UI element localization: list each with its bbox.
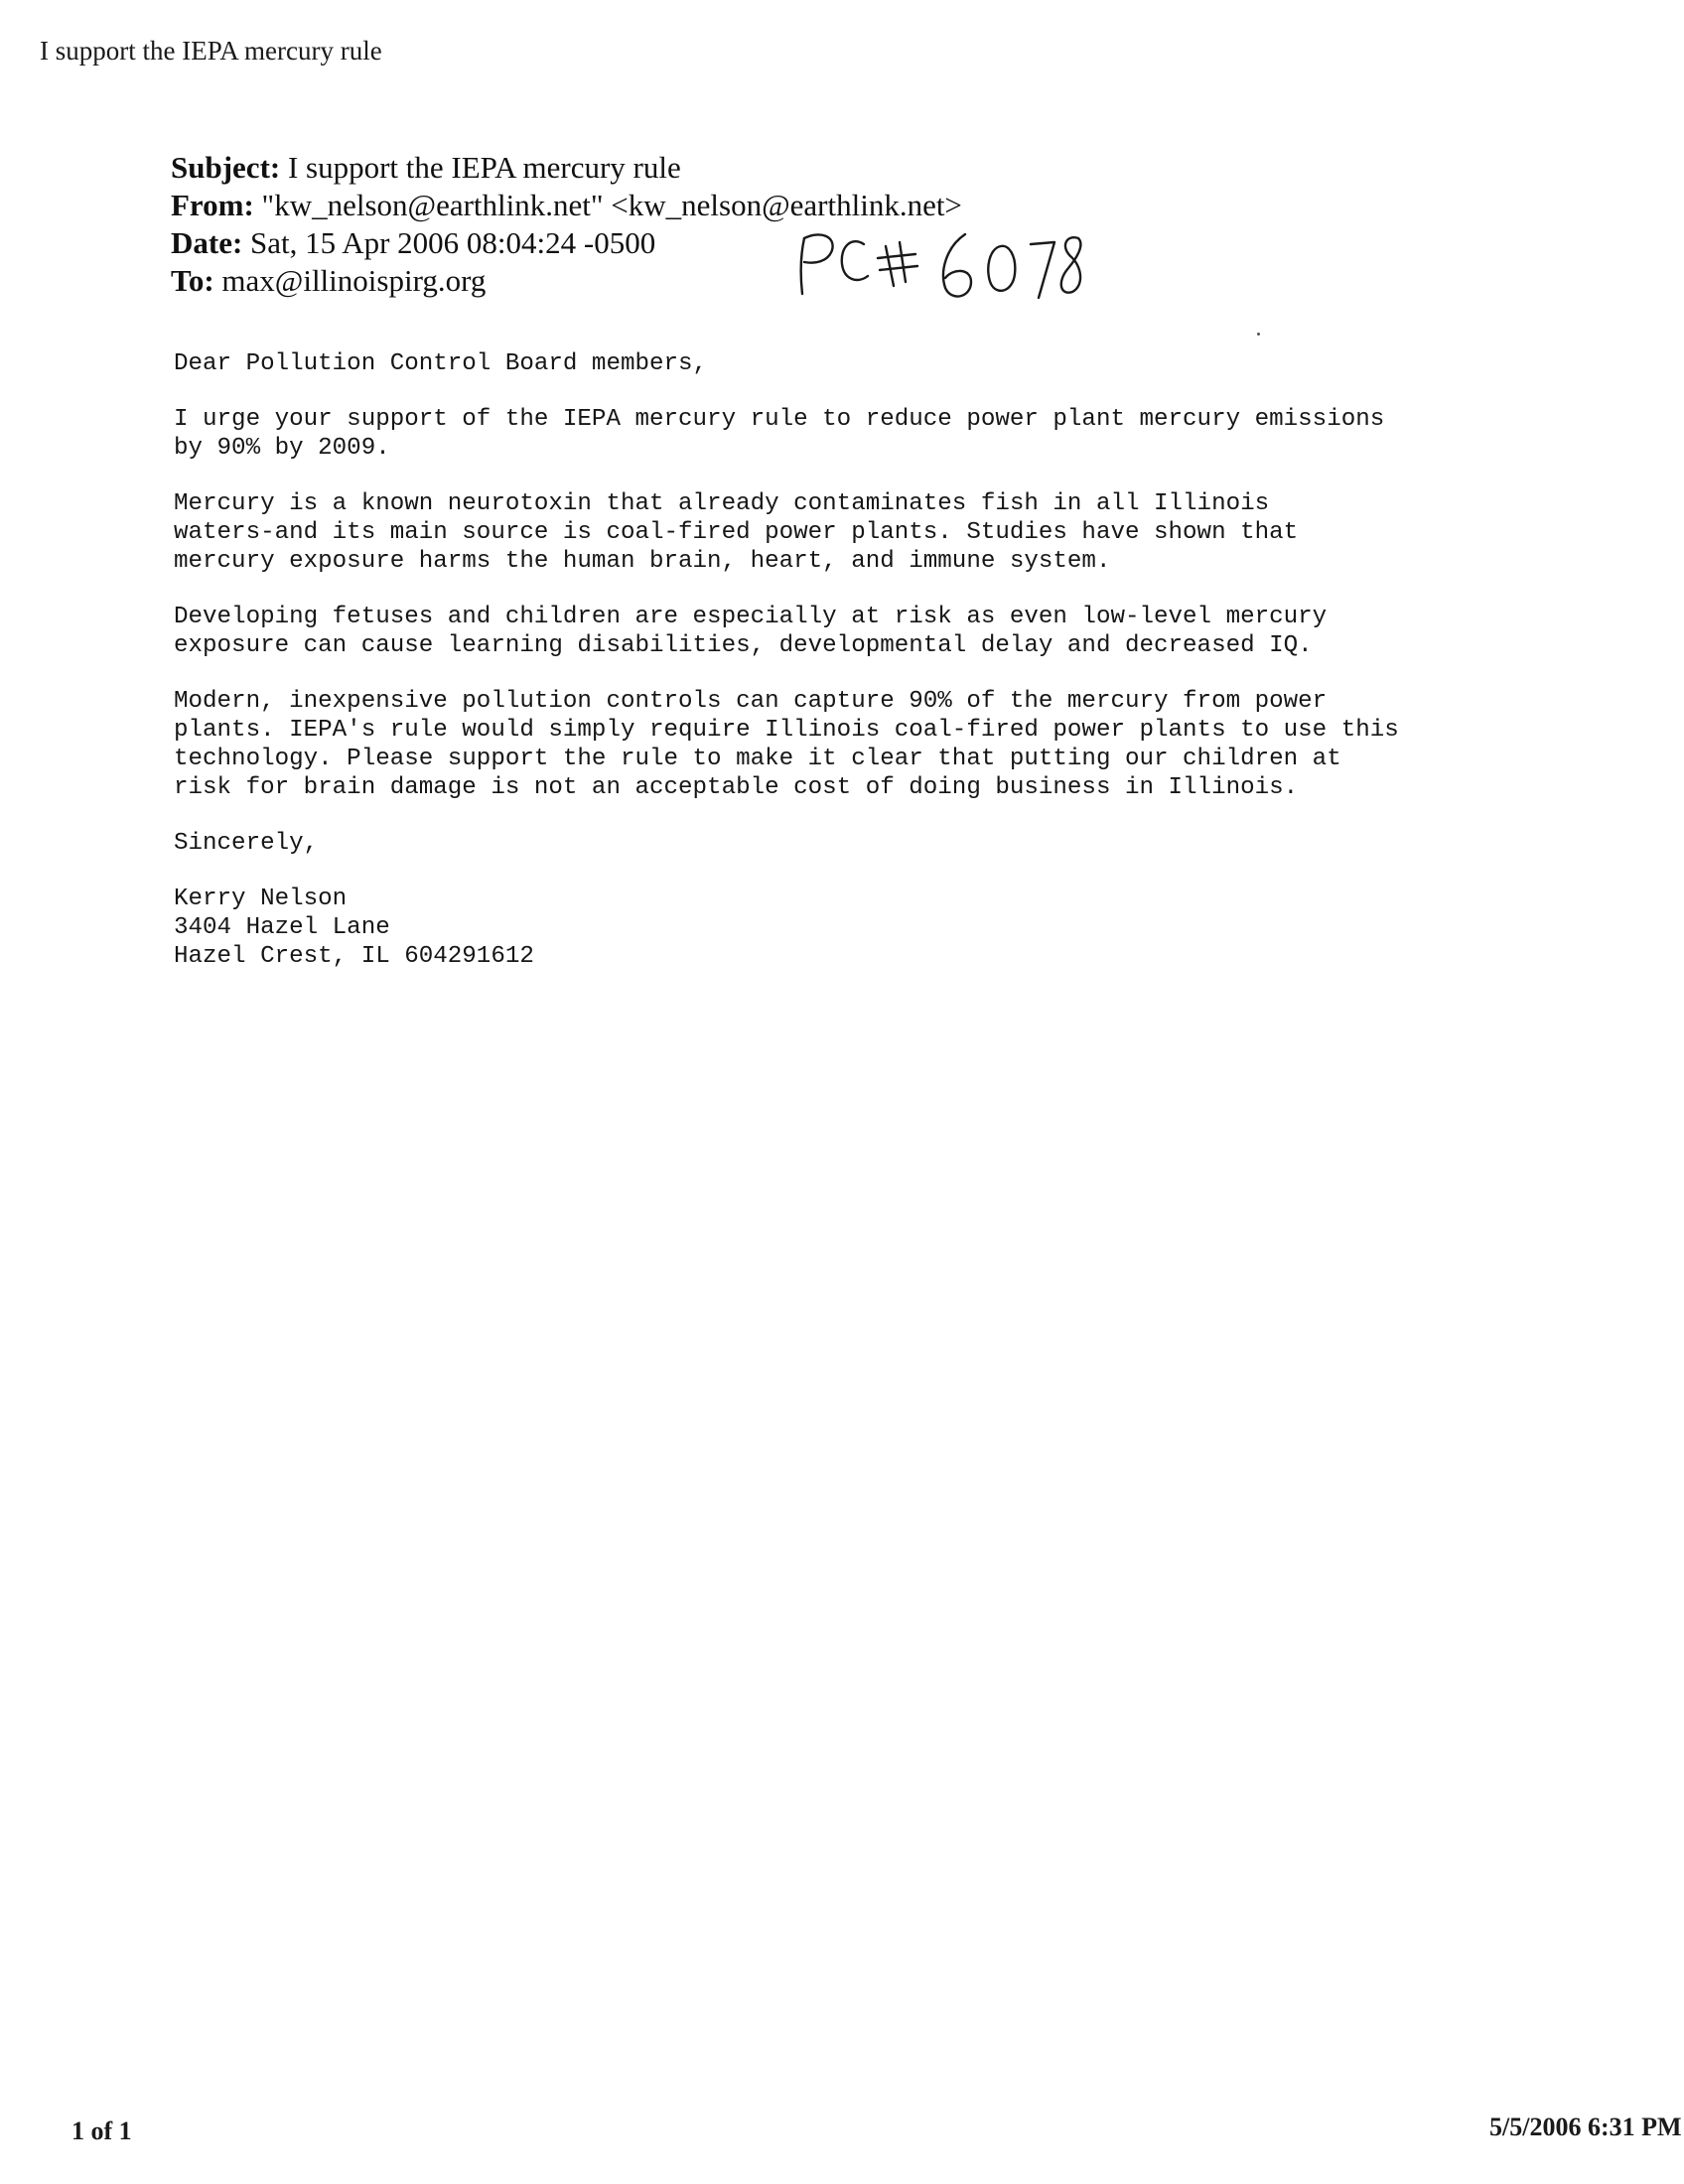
- stray-mark: [1257, 333, 1260, 336]
- subject-row: [171, 149, 962, 187]
- date-label: Date:: [171, 225, 243, 260]
- paragraph-3: Developing fetuses and children are especially at risk as even low-level mercury exposure can cause learning disabilities, developmental delay and decreased IQ.: [174, 604, 1328, 659]
- signature-block: [174, 885, 1663, 971]
- from-label: From:: [171, 188, 254, 222]
- handwritten-annotation: [794, 226, 1092, 316]
- printed-timestamp: 5/5/2006 6:31 PM: [1489, 2113, 1682, 2141]
- letter-body: [174, 349, 1663, 971]
- closing: Sincerely,: [174, 830, 319, 857]
- signature-name: Kerry Nelson: [174, 886, 348, 912]
- page-count: 1 of 1: [71, 2116, 132, 2145]
- from-value: "kw_nelson@earthlink.net" <kw_nelson@earthlink.net>: [261, 188, 962, 222]
- signature-address-line-2: Hazel Crest, IL 604291612: [174, 943, 534, 970]
- to-value: max@illinoispirg.org: [221, 263, 487, 298]
- paragraph-4: Modern, inexpensive pollution controls can capture 90% of the mercury from power plants. IEPA's rule would simply require Illinois coal-fired power plants to use this technology. Please support the rule to make it clear that putting our children at risk for brain damage is not an acceptable cost of doing business in Illinois.: [174, 688, 1399, 801]
- paragraph-2: Mercury is a known neurotoxin that already contaminates fish in all Illinois waters-and its main source is coal-fired power plants. Studies have shown that mercury exposure harms the human brain, heart, and immune system.: [174, 490, 1299, 575]
- salutation: Dear Pollution Control Board members,: [174, 350, 708, 377]
- signature-address-line-1: 3404 Hazel Lane: [174, 914, 390, 941]
- date-value: Sat, 15 Apr 2006 08:04:24 -0500: [250, 225, 656, 260]
- subject-label: Subject:: [171, 150, 281, 185]
- subject-value: I support the IEPA mercury rule: [287, 150, 681, 185]
- paragraph-1: I urge your support of the IEPA mercury rule to reduce power plant mercury emissions by 90% by 2009.: [174, 406, 1385, 462]
- from-row: [171, 187, 962, 224]
- to-label: To:: [171, 263, 214, 298]
- page-header-title: I support the IEPA mercury rule: [40, 36, 382, 66]
